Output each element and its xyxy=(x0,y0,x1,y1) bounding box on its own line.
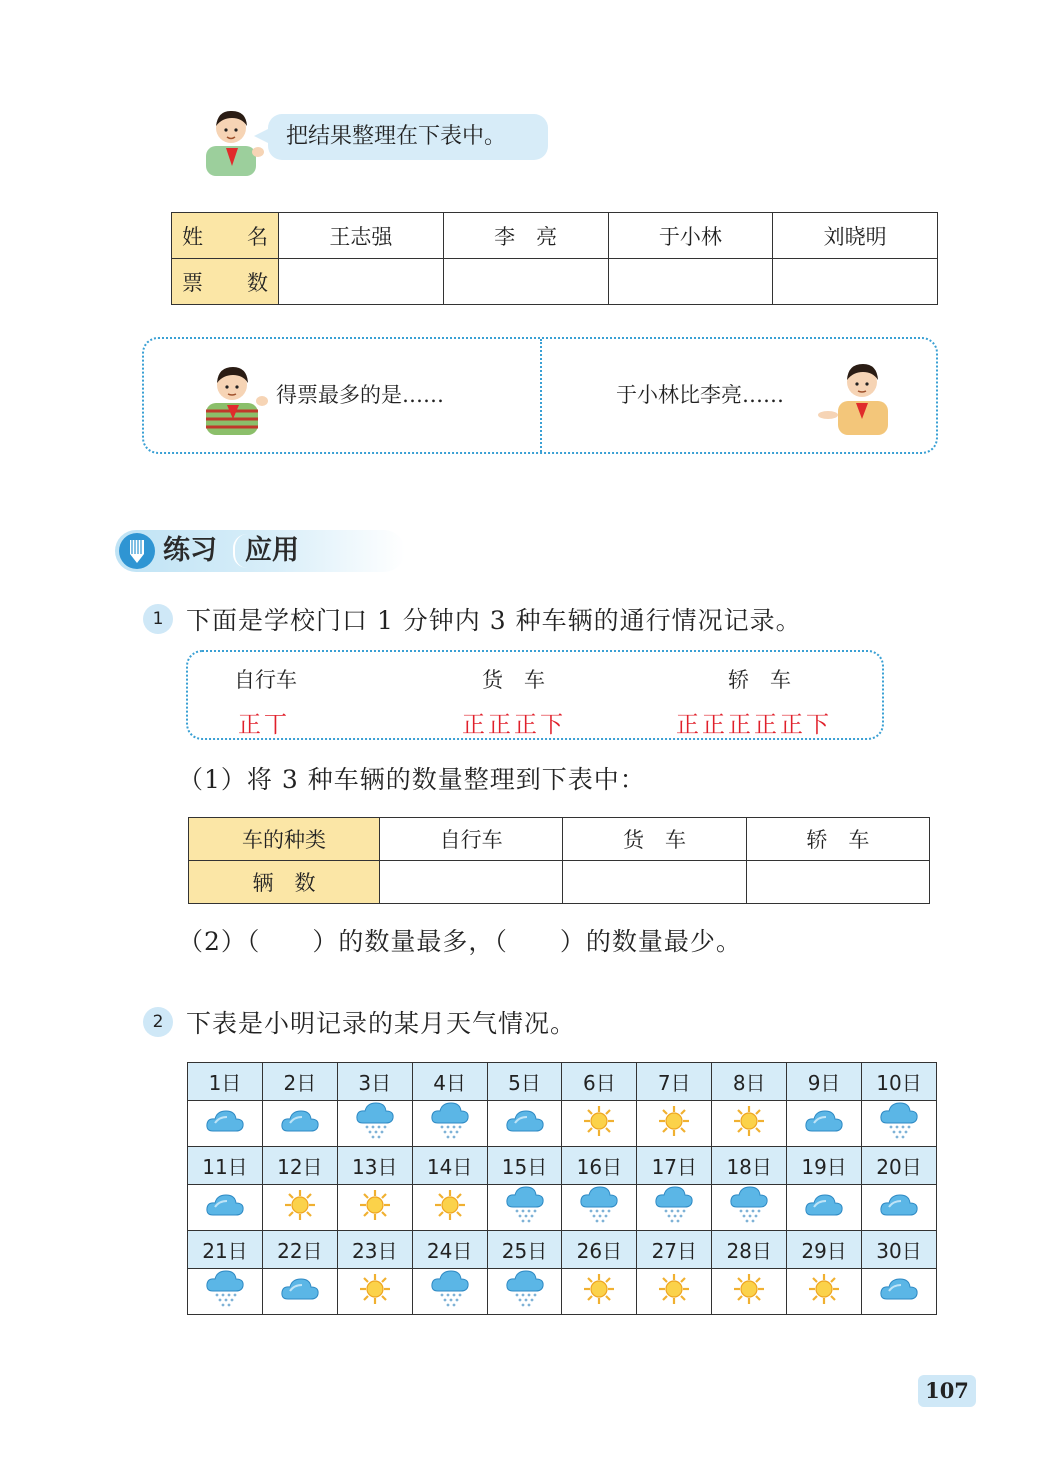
rainy-icon xyxy=(430,1290,470,1314)
discussion-left-text: 得票最多的是…… xyxy=(276,383,444,407)
vote-cell[interactable] xyxy=(608,259,773,305)
day-cell: 30日 xyxy=(862,1231,937,1269)
question-1-part-2: （2）（ ）的数量最多，（ ）的数量最少。 xyxy=(178,927,742,956)
day-cell: 29日 xyxy=(787,1231,862,1269)
weather-cell xyxy=(637,1269,712,1315)
weather-cell xyxy=(712,1269,787,1315)
sunny-icon xyxy=(732,1119,766,1143)
day-cell: 10日 xyxy=(862,1063,937,1101)
name-cell: 王志强 xyxy=(279,213,444,259)
tally-record-box xyxy=(186,650,884,740)
weather-cell xyxy=(787,1101,862,1147)
day-cell: 24日 xyxy=(412,1231,487,1269)
tally-truck: 正正正下 xyxy=(462,712,566,738)
weather-cell xyxy=(337,1269,412,1315)
weather-cell xyxy=(262,1269,337,1315)
header-vehicle-count: 辆 数 xyxy=(189,861,380,904)
day-cell: 1日 xyxy=(188,1063,263,1101)
weather-cell xyxy=(188,1185,263,1231)
sunny-icon xyxy=(283,1203,317,1227)
boy-illustration-left xyxy=(200,359,270,435)
day-cell: 6日 xyxy=(562,1063,637,1101)
weather-day-row xyxy=(188,1063,937,1101)
divider xyxy=(540,339,542,452)
weather-cell xyxy=(412,1185,487,1231)
day-cell: 25日 xyxy=(487,1231,562,1269)
vehicle-label-bicycle: 自行车 xyxy=(234,668,297,692)
weather-cell xyxy=(637,1101,712,1147)
cloudy-icon xyxy=(879,1284,919,1308)
rainy-icon xyxy=(879,1122,919,1146)
weather-cell xyxy=(412,1101,487,1147)
header-name: 姓 名 xyxy=(172,213,279,259)
day-cell: 4日 xyxy=(412,1063,487,1101)
weather-cell xyxy=(487,1101,562,1147)
day-cell: 17日 xyxy=(637,1147,712,1185)
day-cell: 3日 xyxy=(337,1063,412,1101)
vehicle-label-car: 轿 车 xyxy=(728,668,791,692)
cloudy-icon xyxy=(280,1284,320,1308)
weather-cell xyxy=(787,1269,862,1315)
weather-cell xyxy=(188,1269,263,1315)
header-votes: 票 数 xyxy=(172,259,279,305)
vehicle-count-table xyxy=(188,817,930,904)
weather-cell xyxy=(262,1185,337,1231)
weather-cell xyxy=(262,1101,337,1147)
count-cell[interactable] xyxy=(380,861,563,904)
day-cell: 8日 xyxy=(712,1063,787,1101)
day-cell: 20日 xyxy=(862,1147,937,1185)
vote-cell[interactable] xyxy=(443,259,608,305)
weather-cell xyxy=(637,1185,712,1231)
weather-cell xyxy=(862,1269,937,1315)
cloudy-icon xyxy=(804,1200,844,1224)
name-cell: 于小林 xyxy=(608,213,773,259)
question-1-part-1: （1）将 3 种车辆的数量整理到下表中： xyxy=(178,765,646,794)
day-cell: 19日 xyxy=(787,1147,862,1185)
weather-cell xyxy=(712,1101,787,1147)
weather-cell xyxy=(862,1185,937,1231)
day-cell: 14日 xyxy=(412,1147,487,1185)
section-header xyxy=(115,530,405,572)
cloudy-icon xyxy=(205,1116,245,1140)
day-cell: 18日 xyxy=(712,1147,787,1185)
vehicle-col-header: 货 车 xyxy=(563,818,746,861)
weather-cell xyxy=(412,1269,487,1315)
rainy-icon xyxy=(505,1206,545,1230)
weather-cell xyxy=(712,1185,787,1231)
day-cell: 11日 xyxy=(188,1147,263,1185)
sunny-icon xyxy=(582,1119,616,1143)
question-2-text: 下表是小明记录的某月天气情况。 xyxy=(186,1009,577,1038)
day-cell: 16日 xyxy=(562,1147,637,1185)
vote-cell[interactable] xyxy=(279,259,444,305)
cloudy-icon xyxy=(879,1200,919,1224)
day-cell: 23日 xyxy=(337,1231,412,1269)
question-number-1: 1 xyxy=(143,604,173,634)
weather-cell xyxy=(562,1269,637,1315)
weather-day-row xyxy=(188,1147,937,1185)
weather-day-row xyxy=(188,1231,937,1269)
day-cell: 22日 xyxy=(262,1231,337,1269)
cloudy-icon xyxy=(205,1200,245,1224)
sunny-icon xyxy=(807,1287,841,1311)
weather-cell xyxy=(337,1101,412,1147)
rainy-icon xyxy=(654,1206,694,1230)
vehicle-col-header: 轿 车 xyxy=(746,818,929,861)
section-label-practice: 练习 xyxy=(163,535,217,566)
sunny-icon xyxy=(358,1287,392,1311)
count-cell[interactable] xyxy=(563,861,746,904)
vote-cell[interactable] xyxy=(773,259,938,305)
day-cell: 15日 xyxy=(487,1147,562,1185)
rainy-icon xyxy=(505,1290,545,1314)
day-cell: 13日 xyxy=(337,1147,412,1185)
vehicle-label-truck: 货 车 xyxy=(482,668,545,692)
sunny-icon xyxy=(732,1287,766,1311)
speech-bubble: 把结果整理在下表中。 xyxy=(268,114,548,160)
page-number: 107 xyxy=(918,1375,976,1407)
question-number-2: 2 xyxy=(143,1007,173,1037)
weather-cell xyxy=(862,1101,937,1147)
count-cell[interactable] xyxy=(746,861,929,904)
weather-cell xyxy=(337,1185,412,1231)
header-vehicle-type: 车的种类 xyxy=(189,818,380,861)
day-cell: 27日 xyxy=(637,1231,712,1269)
weather-cell xyxy=(787,1185,862,1231)
cloudy-icon xyxy=(804,1116,844,1140)
weather-icon-row xyxy=(188,1101,937,1147)
sunny-icon xyxy=(657,1287,691,1311)
discussion-box xyxy=(142,337,938,454)
weather-cell xyxy=(188,1101,263,1147)
vote-table xyxy=(171,212,938,305)
section-label-application: 应用 xyxy=(245,535,299,566)
weather-cell xyxy=(562,1185,637,1231)
day-cell: 12日 xyxy=(262,1147,337,1185)
rainy-icon xyxy=(729,1206,769,1230)
question-1-text: 下面是学校门口 1 分钟内 3 种车辆的通行情况记录。 xyxy=(186,606,802,635)
sunny-icon xyxy=(358,1203,392,1227)
tally-bicycle: 正丅 xyxy=(238,712,290,738)
vehicle-col-header: 自行车 xyxy=(380,818,563,861)
day-cell: 5日 xyxy=(487,1063,562,1101)
day-cell: 26日 xyxy=(562,1231,637,1269)
sunny-icon xyxy=(657,1119,691,1143)
rainy-icon xyxy=(430,1122,470,1146)
weather-cell xyxy=(487,1185,562,1231)
sunny-icon xyxy=(433,1203,467,1227)
weather-icon-row xyxy=(188,1269,937,1315)
weather-table xyxy=(187,1062,937,1315)
sunny-icon xyxy=(582,1287,616,1311)
discussion-right-text: 于小林比李亮…… xyxy=(616,383,784,407)
day-cell: 21日 xyxy=(188,1231,263,1269)
day-cell: 28日 xyxy=(712,1231,787,1269)
day-cell: 7日 xyxy=(637,1063,712,1101)
weather-icon-row xyxy=(188,1185,937,1231)
cloudy-icon xyxy=(280,1116,320,1140)
tally-car: 正正正正正下 xyxy=(676,712,832,738)
boy-illustration-right xyxy=(814,355,894,435)
rainy-icon xyxy=(579,1206,619,1230)
pencil-icon xyxy=(119,533,155,569)
rainy-icon xyxy=(355,1122,395,1146)
rainy-icon xyxy=(205,1290,245,1314)
weather-cell xyxy=(487,1269,562,1315)
name-cell: 刘晓明 xyxy=(773,213,938,259)
day-cell: 2日 xyxy=(262,1063,337,1101)
day-cell: 9日 xyxy=(787,1063,862,1101)
weather-cell xyxy=(562,1101,637,1147)
name-cell: 李 亮 xyxy=(443,213,608,259)
cloudy-icon xyxy=(505,1116,545,1140)
